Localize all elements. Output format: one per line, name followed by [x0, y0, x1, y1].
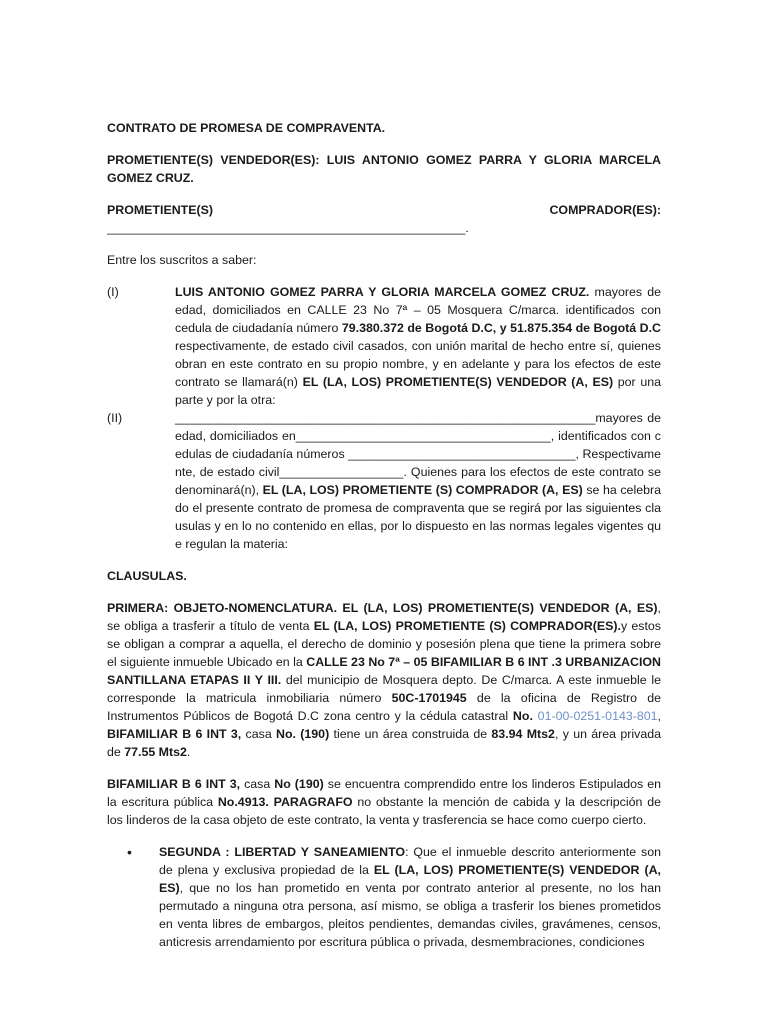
- contract-title: CONTRATO DE PROMESA DE COMPRAVENTA.: [107, 121, 386, 135]
- item-number: (I): [107, 285, 119, 299]
- vendedores-paragraph: PROMETIENTE(S) VENDEDOR(ES): LUIS ANTONIO GOMEZ PARRA Y GLORIA MARCELA GOMEZ CRUZ.: [107, 153, 661, 185]
- item-text: _____________________________________________________________mayores de edad, domiciliados en_____________________________________, identificados con cedulas de ciudadanía números _________________________________, Respectivamente, de estado civil__________________. Quienes para los efectos de este contrato se denominará(n), EL (LA, LOS) PROMETIENTE (S) COMPRADOR (A, ES) se ha celebrado el presente contrato de promesa de compraventa que se regirá por las siguientes clausulas y en lo no contenido en ellas, por lo dispuesto en las normas legales vigentes que regulan la materia:: [175, 411, 661, 551]
- contract-body: [107, 119, 661, 951]
- item-number: (II): [107, 411, 123, 425]
- party-item-2: [107, 409, 661, 553]
- bifamiliar-paragraph: BIFAMILIAR B 6 INT 3, casa No (190) se encuentra comprendido entre los linderos Estipulados en la escritura pública No.4913. PARAGRAFO no obstante la mención de cabida y la descripción de los linderos de la casa objeto de este contrato, la venta y trasferencia se hace como cuerpo cierto.: [107, 777, 661, 827]
- bullet-icon: •: [127, 844, 132, 860]
- segunda-text: SEGUNDA : LIBERTAD Y SANEAMIENTO: Que el inmueble descrito anteriormente son de plena y exclusiva propiedad de la EL (LA, LOS) PROMETIENTE(S) VENDEDOR (A, ES), que no los han prometido en venta por contrato anterior al presente, no los han permutado a ninguna otra persona, así mismo, se obliga a trasferir los bienes prometidos en venta libres de embargos, pleitos pendientes, demandas civiles, gravámenes, censos, anticresis arrendamiento por escritura pública o privada, desmembraciones, condiciones: [159, 845, 661, 949]
- clausulas-heading: CLAUSULAS.: [107, 569, 187, 583]
- party-item-1: [107, 283, 661, 409]
- primera-clause: PRIMERA: OBJETO-NOMENCLATURA. EL (LA, LOS) PROMETIENTE(S) VENDEDOR (A, ES), se obliga a trasferir a título de venta EL (LA, LOS) PROMETIENTE (S) COMPRADOR(ES).y estos se obligan a comprar a aquella, el derecho de dominio y posesión plena que tiene la primera sobre el siguiente inmueble Ubicado en la CALLE 23 No 7ª – 05 BIFAMILIAR B 6 INT .3 URBANIZACION SANTILLANA ETAPAS II Y III. del municipio de Mosquera depto. De C/marca. A este inmueble le corresponde la matricula inmobiliaria número 50C-1701945 de la oficina de Registro de Instrumentos Públicos de Bogotá D.C zona centro y la cédula catastral No. 01-00-0251-0143-801, BIFAMILIAR B 6 INT 3, casa No. (190) tiene un área construida de 83.94 Mts2, y un área privada de 77.55 Mts2.: [107, 601, 662, 759]
- comprador-left-label: PROMETIENTE(S): [107, 203, 214, 217]
- comprador-heading: [107, 201, 661, 219]
- item-text: LUIS ANTONIO GOMEZ PARRA Y GLORIA MARCELA GOMEZ CRUZ. mayores de edad, domiciliados en CALLE 23 No 7ª – 05 Mosquera C/marca. identificados con cedula de ciudadanía número 79.380.372 de Bogotá D.C, y 51.875.354 de Bogotá D.C respectivamente, de estado civil casados, con unión marital de hecho entre sí, quienes obran en este contrato en su propio nombre, y en adelante y para los efectos de este contrato se llamará(n) EL (LA, LOS) PROMETIENTE(S) VENDEDOR (A, ES) por una parte y por la otra:: [175, 285, 661, 407]
- comprador-right-label: COMPRADOR(ES):: [549, 203, 661, 217]
- cedula-catastral: 01-00-0251-0143-801: [537, 709, 658, 723]
- intro-text: Entre los suscritos a saber:: [107, 253, 257, 267]
- comprador-blank: ____________________________________________________.: [107, 221, 469, 235]
- segunda-clause: [127, 843, 661, 951]
